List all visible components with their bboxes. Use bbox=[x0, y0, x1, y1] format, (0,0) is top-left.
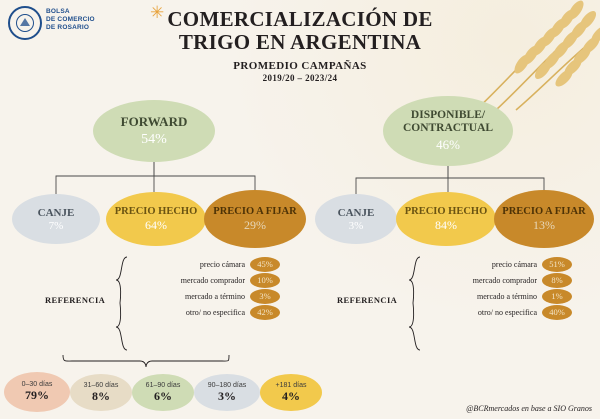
reference-row bbox=[420, 256, 572, 272]
node-precio-hecho-disponible-label: PRECIO HECHO bbox=[404, 205, 488, 217]
node-precio-hecho-forward[interactable] bbox=[106, 192, 206, 246]
page-title bbox=[0, 8, 600, 83]
reference-row-label: precio cámara bbox=[491, 259, 537, 269]
reference-row-value: 51% bbox=[542, 257, 572, 272]
day-pill-31-60[interactable] bbox=[70, 374, 132, 411]
sparkle-icon: ✳ bbox=[150, 3, 165, 22]
reference-row-label: mercado comprador bbox=[180, 275, 245, 285]
node-precio-hecho-disponible-value: 84% bbox=[435, 217, 457, 232]
node-precio-a-fijar-forward-value: 29% bbox=[244, 217, 266, 232]
reference-row bbox=[128, 272, 280, 288]
node-precio-a-fijar-disponible-value: 13% bbox=[533, 217, 555, 232]
node-canje-forward[interactable] bbox=[12, 194, 100, 244]
logo-line-3: DE ROSARIO bbox=[46, 24, 90, 31]
day-pill-label: 31–60 días bbox=[83, 381, 119, 389]
day-pill-value: 6% bbox=[154, 388, 172, 403]
reference-title-forward: REFERENCIA bbox=[45, 295, 106, 305]
reference-row-label: mercado a término bbox=[477, 291, 537, 301]
node-forward[interactable] bbox=[93, 100, 215, 162]
title-line-1: COMERCIALIZACIÓN DE bbox=[167, 7, 433, 31]
day-pill-0-30[interactable] bbox=[4, 372, 70, 412]
reference-row bbox=[128, 256, 280, 272]
reference-row-label: otro/ no especifica bbox=[185, 307, 245, 317]
title-line-2: TRIGO EN ARGENTINA bbox=[178, 30, 422, 54]
reference-row bbox=[420, 272, 572, 288]
reference-row-value: 40% bbox=[542, 305, 572, 320]
node-precio-hecho-disponible[interactable] bbox=[396, 192, 496, 246]
reference-row-value: 42% bbox=[250, 305, 280, 320]
logo-line-2: DE COMERCIO bbox=[46, 16, 95, 23]
node-precio-a-fijar-disponible-label: PRECIO A FIJAR bbox=[502, 205, 586, 217]
reference-row-value: 8% bbox=[542, 273, 572, 288]
reference-title-disponible: REFERENCIA bbox=[337, 295, 398, 305]
node-precio-hecho-forward-label: PRECIO HECHO bbox=[114, 205, 198, 217]
node-precio-a-fijar-forward[interactable] bbox=[204, 190, 306, 248]
day-pill-value: 79% bbox=[25, 388, 49, 402]
node-disponible-value: 46% bbox=[436, 137, 460, 152]
credit-text: @BCRmercados en base a SIO Granos bbox=[466, 404, 592, 413]
node-canje-disponible-value: 3% bbox=[348, 219, 364, 232]
day-pill-61-90[interactable] bbox=[132, 374, 194, 411]
subtitle: PROMEDIO CAMPAÑAS bbox=[233, 60, 367, 72]
day-pill-label: 61–90 días bbox=[145, 381, 181, 389]
reference-list-disponible bbox=[420, 256, 572, 320]
reference-row-label: mercado comprador bbox=[472, 275, 537, 285]
reference-row-label: otro/ no especifica bbox=[477, 307, 537, 317]
reference-list-forward bbox=[128, 256, 280, 320]
node-canje-disponible-label: CANJE bbox=[337, 206, 375, 219]
node-disponible-label-line-2: CONTRACTUAL bbox=[402, 122, 494, 134]
node-disponible-contractual[interactable] bbox=[383, 96, 513, 166]
brace-forward bbox=[115, 256, 129, 352]
reference-row-value: 1% bbox=[542, 289, 572, 304]
day-pill-value: 8% bbox=[92, 388, 110, 403]
reference-row bbox=[420, 304, 572, 320]
day-pill-label: 90–180 días bbox=[207, 381, 247, 389]
reference-row bbox=[420, 288, 572, 304]
reference-row-value: 3% bbox=[250, 289, 280, 304]
reference-row-label: precio cámara bbox=[199, 259, 245, 269]
reference-row-value: 45% bbox=[250, 257, 280, 272]
brace-days bbox=[62, 354, 232, 368]
day-pill-value: 3% bbox=[218, 388, 236, 403]
day-pill-value: 4% bbox=[282, 388, 300, 403]
period-label: 2019/20 – 2023/24 bbox=[262, 73, 338, 83]
reference-row bbox=[128, 304, 280, 320]
reference-row-value: 10% bbox=[250, 273, 280, 288]
node-precio-a-fijar-disponible[interactable] bbox=[494, 190, 594, 248]
node-canje-disponible[interactable] bbox=[315, 194, 397, 244]
logo-line-1: BOLSA bbox=[46, 8, 70, 15]
day-pill-label: +181 días bbox=[275, 381, 307, 389]
reference-row-label: mercado a término bbox=[185, 291, 245, 301]
node-forward-value: 54% bbox=[141, 132, 167, 147]
day-pill-181-plus[interactable] bbox=[260, 374, 322, 411]
node-forward-label: FORWARD bbox=[120, 114, 188, 129]
day-pill-label: 0–30 días bbox=[21, 381, 53, 388]
node-disponible-label-line-1: DISPONIBLE/ bbox=[410, 109, 486, 121]
day-pill-90-180[interactable] bbox=[194, 374, 260, 411]
node-canje-forward-label: CANJE bbox=[37, 206, 75, 219]
node-precio-hecho-forward-value: 64% bbox=[145, 217, 167, 232]
node-canje-forward-value: 7% bbox=[48, 219, 64, 232]
node-precio-a-fijar-forward-label: PRECIO A FIJAR bbox=[213, 205, 297, 217]
reference-row bbox=[128, 288, 280, 304]
